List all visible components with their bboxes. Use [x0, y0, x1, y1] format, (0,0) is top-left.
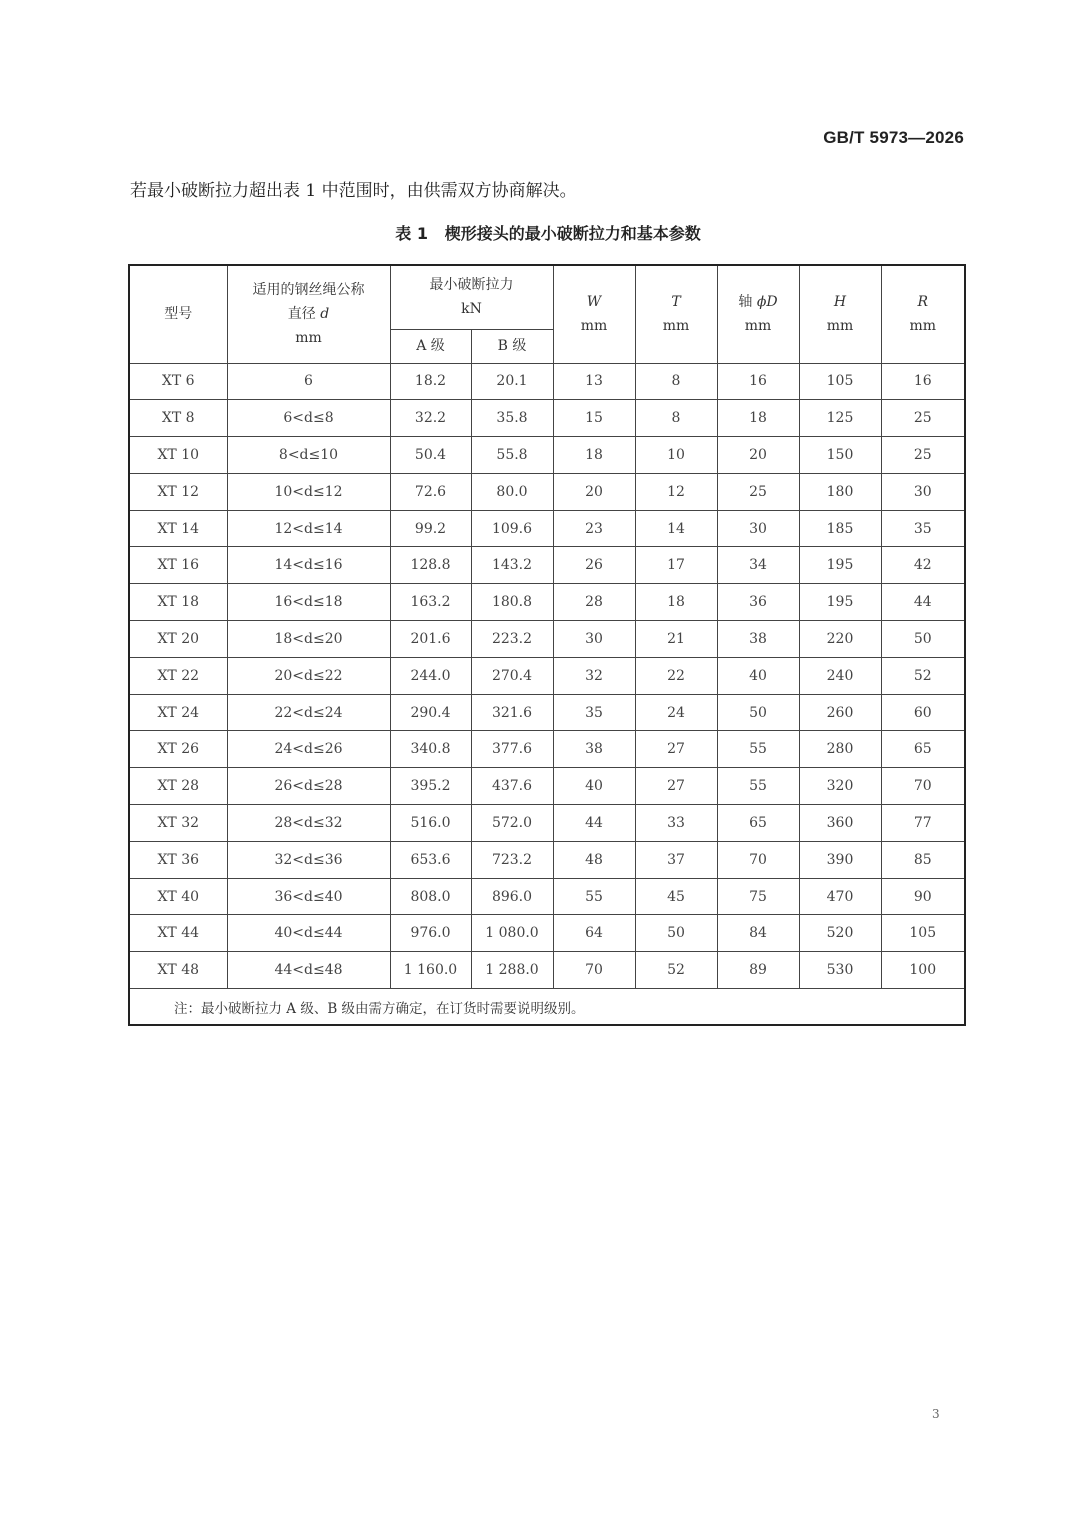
cell-grade-a: 395.2 — [390, 768, 471, 805]
cell-t: 12 — [635, 473, 717, 510]
cell-shaft-d: 55 — [717, 768, 799, 805]
cell-shaft-d: 16 — [717, 363, 799, 400]
cell-shaft-d: 70 — [717, 841, 799, 878]
table-row — [129, 657, 965, 694]
cell-h: 280 — [799, 731, 881, 768]
cell-w: 26 — [553, 547, 635, 584]
cell-shaft-d: 30 — [717, 510, 799, 547]
cell-grade-b: 223.2 — [471, 621, 553, 658]
table-row — [129, 731, 965, 768]
cell-model: XT 18 — [129, 584, 227, 621]
cell-diameter: 16<d≤18 — [227, 584, 390, 621]
cell-diameter: 22<d≤24 — [227, 694, 390, 731]
cell-grade-b: 723.2 — [471, 841, 553, 878]
cell-t: 50 — [635, 915, 717, 952]
cell-shaft-d: 20 — [717, 437, 799, 474]
table-row — [129, 805, 965, 842]
cell-diameter: 40<d≤44 — [227, 915, 390, 952]
cell-shaft-d: 55 — [717, 731, 799, 768]
cell-shaft-d: 36 — [717, 584, 799, 621]
cell-h: 470 — [799, 878, 881, 915]
cell-grade-a: 808.0 — [390, 878, 471, 915]
cell-r: 35 — [881, 510, 965, 547]
cell-r: 30 — [881, 473, 965, 510]
table-row — [129, 915, 965, 952]
cell-grade-a: 516.0 — [390, 805, 471, 842]
cell-model: XT 8 — [129, 400, 227, 437]
cell-grade-a: 976.0 — [390, 915, 471, 952]
cell-w: 30 — [553, 621, 635, 658]
cell-r: 16 — [881, 363, 965, 400]
cell-h: 390 — [799, 841, 881, 878]
cell-t: 8 — [635, 400, 717, 437]
cell-t: 24 — [635, 694, 717, 731]
table-row — [129, 841, 965, 878]
table-body — [129, 363, 965, 989]
cell-w: 44 — [553, 805, 635, 842]
table-row — [129, 621, 965, 658]
cell-grade-b: 1 288.0 — [471, 952, 553, 989]
cell-diameter: 20<d≤22 — [227, 657, 390, 694]
cell-t: 8 — [635, 363, 717, 400]
cell-h: 220 — [799, 621, 881, 658]
table-row — [129, 584, 965, 621]
cell-w: 13 — [553, 363, 635, 400]
cell-grade-a: 653.6 — [390, 841, 471, 878]
cell-shaft-d: 89 — [717, 952, 799, 989]
cell-r: 44 — [881, 584, 965, 621]
cell-model: XT 40 — [129, 878, 227, 915]
cell-h: 195 — [799, 584, 881, 621]
header-r: R mm — [881, 265, 965, 363]
cell-w: 15 — [553, 400, 635, 437]
cell-r: 105 — [881, 915, 965, 952]
cell-t: 18 — [635, 584, 717, 621]
cell-diameter: 8<d≤10 — [227, 437, 390, 474]
cell-t: 45 — [635, 878, 717, 915]
cell-grade-a: 72.6 — [390, 473, 471, 510]
cell-t: 52 — [635, 952, 717, 989]
cell-shaft-d: 84 — [717, 915, 799, 952]
cell-shaft-d: 25 — [717, 473, 799, 510]
cell-w: 70 — [553, 952, 635, 989]
cell-w: 35 — [553, 694, 635, 731]
cell-model: XT 12 — [129, 473, 227, 510]
table-row — [129, 473, 965, 510]
cell-grade-a: 32.2 — [390, 400, 471, 437]
cell-w: 64 — [553, 915, 635, 952]
cell-grade-b: 896.0 — [471, 878, 553, 915]
cell-w: 28 — [553, 584, 635, 621]
cell-grade-b: 437.6 — [471, 768, 553, 805]
cell-h: 530 — [799, 952, 881, 989]
table-row — [129, 400, 965, 437]
cell-shaft-d: 50 — [717, 694, 799, 731]
table-caption: 表 1 楔形接头的最小破断拉力和基本参数 — [395, 224, 701, 243]
cell-r: 85 — [881, 841, 965, 878]
cell-w: 32 — [553, 657, 635, 694]
table-row — [129, 510, 965, 547]
cell-model: XT 16 — [129, 547, 227, 584]
cell-model: XT 48 — [129, 952, 227, 989]
cell-model: XT 28 — [129, 768, 227, 805]
cell-t: 22 — [635, 657, 717, 694]
cell-grade-b: 80.0 — [471, 473, 553, 510]
cell-h: 360 — [799, 805, 881, 842]
cell-shaft-d: 40 — [717, 657, 799, 694]
cell-diameter: 6 — [227, 363, 390, 400]
table-row — [129, 878, 965, 915]
header-h: H mm — [799, 265, 881, 363]
cell-grade-a: 290.4 — [390, 694, 471, 731]
table-note: 注：最小破断拉力 A 级、B 级由需方确定，在订货时需要说明级别。 — [129, 989, 965, 1026]
cell-t: 10 — [635, 437, 717, 474]
cell-r: 50 — [881, 621, 965, 658]
cell-diameter: 44<d≤48 — [227, 952, 390, 989]
standard-code: GB/T 5973—2026 — [823, 128, 964, 147]
cell-model: XT 26 — [129, 731, 227, 768]
cell-model: XT 20 — [129, 621, 227, 658]
cell-r: 60 — [881, 694, 965, 731]
header-grade-a: A 级 — [390, 329, 471, 363]
table-row — [129, 363, 965, 400]
cell-diameter: 28<d≤32 — [227, 805, 390, 842]
cell-diameter: 32<d≤36 — [227, 841, 390, 878]
cell-t: 17 — [635, 547, 717, 584]
cell-h: 260 — [799, 694, 881, 731]
cell-r: 42 — [881, 547, 965, 584]
cell-grade-b: 377.6 — [471, 731, 553, 768]
cell-grade-b: 180.8 — [471, 584, 553, 621]
cell-diameter: 6<d≤8 — [227, 400, 390, 437]
cell-grade-b: 20.1 — [471, 363, 553, 400]
cell-diameter: 12<d≤14 — [227, 510, 390, 547]
intro-paragraph: 若最小破断拉力超出表 1 中范围时，由供需双方协商解决。 — [130, 181, 577, 201]
cell-grade-b: 143.2 — [471, 547, 553, 584]
cell-h: 150 — [799, 437, 881, 474]
header-min-breaking-force: 最小破断拉力 kN — [390, 265, 553, 329]
table-row — [129, 547, 965, 584]
parameters-table — [128, 264, 966, 1026]
cell-w: 48 — [553, 841, 635, 878]
cell-shaft-d: 18 — [717, 400, 799, 437]
cell-model: XT 10 — [129, 437, 227, 474]
cell-shaft-d: 75 — [717, 878, 799, 915]
cell-r: 52 — [881, 657, 965, 694]
cell-grade-a: 18.2 — [390, 363, 471, 400]
header-w: W mm — [553, 265, 635, 363]
cell-w: 20 — [553, 473, 635, 510]
cell-grade-a: 201.6 — [390, 621, 471, 658]
cell-diameter: 24<d≤26 — [227, 731, 390, 768]
cell-grade-b: 270.4 — [471, 657, 553, 694]
cell-grade-a: 340.8 — [390, 731, 471, 768]
cell-w: 55 — [553, 878, 635, 915]
cell-grade-a: 50.4 — [390, 437, 471, 474]
cell-grade-b: 55.8 — [471, 437, 553, 474]
table-row — [129, 768, 965, 805]
cell-model: XT 24 — [129, 694, 227, 731]
cell-model: XT 22 — [129, 657, 227, 694]
cell-h: 520 — [799, 915, 881, 952]
cell-model: XT 6 — [129, 363, 227, 400]
cell-r: 90 — [881, 878, 965, 915]
cell-t: 14 — [635, 510, 717, 547]
header-t: T mm — [635, 265, 717, 363]
parameters-table-container — [128, 264, 966, 1026]
cell-grade-b: 109.6 — [471, 510, 553, 547]
cell-h: 185 — [799, 510, 881, 547]
cell-model: XT 44 — [129, 915, 227, 952]
cell-h: 125 — [799, 400, 881, 437]
table-row — [129, 952, 965, 989]
cell-h: 195 — [799, 547, 881, 584]
cell-diameter: 10<d≤12 — [227, 473, 390, 510]
cell-shaft-d: 34 — [717, 547, 799, 584]
header-diameter: 适用的钢丝绳公称 直径 d mm — [227, 265, 390, 363]
cell-diameter: 14<d≤16 — [227, 547, 390, 584]
cell-t: 33 — [635, 805, 717, 842]
header-shaft-d: 轴 ϕD mm — [717, 265, 799, 363]
cell-grade-b: 35.8 — [471, 400, 553, 437]
cell-shaft-d: 65 — [717, 805, 799, 842]
cell-grade-b: 321.6 — [471, 694, 553, 731]
cell-w: 38 — [553, 731, 635, 768]
cell-model: XT 14 — [129, 510, 227, 547]
cell-w: 23 — [553, 510, 635, 547]
cell-r: 65 — [881, 731, 965, 768]
header-grade-b: B 级 — [471, 329, 553, 363]
cell-h: 320 — [799, 768, 881, 805]
cell-model: XT 32 — [129, 805, 227, 842]
cell-grade-a: 99.2 — [390, 510, 471, 547]
cell-r: 25 — [881, 437, 965, 474]
cell-grade-a: 1 160.0 — [390, 952, 471, 989]
cell-model: XT 36 — [129, 841, 227, 878]
cell-t: 21 — [635, 621, 717, 658]
header-model: 型号 — [129, 265, 227, 363]
cell-t: 27 — [635, 768, 717, 805]
cell-grade-b: 572.0 — [471, 805, 553, 842]
cell-w: 18 — [553, 437, 635, 474]
cell-diameter: 26<d≤28 — [227, 768, 390, 805]
cell-grade-b: 1 080.0 — [471, 915, 553, 952]
cell-t: 27 — [635, 731, 717, 768]
cell-r: 100 — [881, 952, 965, 989]
cell-h: 180 — [799, 473, 881, 510]
cell-h: 240 — [799, 657, 881, 694]
cell-grade-a: 163.2 — [390, 584, 471, 621]
cell-r: 77 — [881, 805, 965, 842]
cell-grade-a: 244.0 — [390, 657, 471, 694]
cell-grade-a: 128.8 — [390, 547, 471, 584]
cell-r: 70 — [881, 768, 965, 805]
cell-diameter: 36<d≤40 — [227, 878, 390, 915]
table-row — [129, 437, 965, 474]
cell-w: 40 — [553, 768, 635, 805]
cell-t: 37 — [635, 841, 717, 878]
page-number: 3 — [932, 1407, 940, 1421]
table-row — [129, 694, 965, 731]
cell-r: 25 — [881, 400, 965, 437]
cell-h: 105 — [799, 363, 881, 400]
cell-shaft-d: 38 — [717, 621, 799, 658]
cell-diameter: 18<d≤20 — [227, 621, 390, 658]
